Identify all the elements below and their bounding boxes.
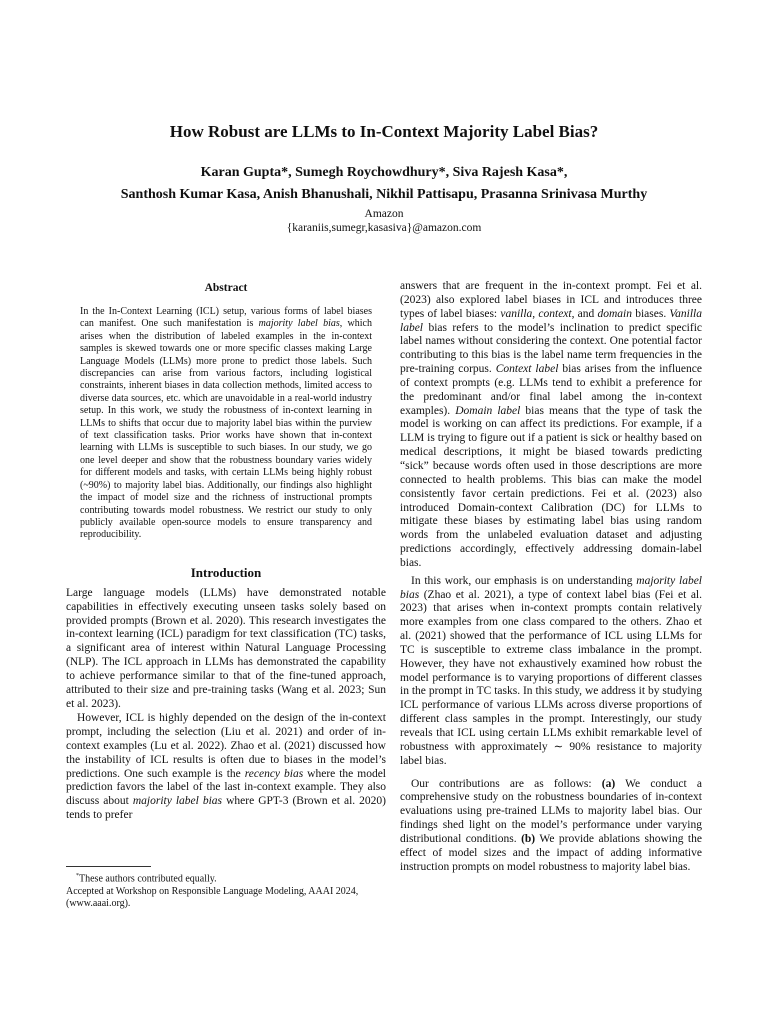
- right-text-part: answers that are frequent in the in-context prompt. Fei et al. (2023) also explored label biases in ICL and introduces three types of label biases:: [400, 280, 702, 320]
- affiliation-block: [0, 207, 768, 235]
- author-list: [0, 162, 768, 206]
- paper-title: How Robust are LLMs to In-Context Majority Label Bias?: [169, 122, 599, 141]
- right-text-part: In this work, our emphasis is on understanding: [411, 574, 637, 587]
- intro-text-part: However, ICL is highly depended on the design of the in-context prompt, including the selection (Liu et al. 2021) and order of in-context examples (Lu et al. 2022). Zhao et al. (2021) discussed how the instability of ICL results is often due to biases in the model’s predictions. One such example is the: [66, 711, 386, 780]
- abstract-emphasis: majority label bias: [258, 318, 340, 330]
- left-column: [66, 280, 386, 823]
- right-paragraph-3: [400, 778, 702, 875]
- right-text-part: (Zhao et al. 2021), a type of context label bias (Fei et al. 2023) that arises when in-context prompts contain relatively more examples from one class compared to the others. Zhao et al. (2021) showed that the performance of ICL using LLMs for TC is susceptible to extreme class imbalance in the prompt. However, they have not exhaustively examined how robust the model performance is to varying proportions of different classes in the prompt in TC tasks. In this study, we address it by studying ICL performance of various LLMs across diverse proportions of different class samples in the prompt. Interestingly, our study reveals that ICL using certain LLMs exhibit remarkable level of robustness with approximately ∼ 90% resistance to majority label bias.: [400, 588, 702, 767]
- affiliation: Amazon: [364, 208, 404, 220]
- right-emphasis: Vanilla label: [400, 307, 702, 334]
- authors-line-2: Santhosh Kumar Kasa, Anish Bhanushali, Nikhil Pattisapu, Prasanna Srinivasa Murthy: [120, 187, 648, 202]
- authors-line-1: Karan Gupta*, Sumegh Roychowdhury*, Siva Rajesh Kasa*,: [200, 165, 568, 180]
- intro-emphasis-majority: majority label bias: [132, 795, 223, 808]
- right-text-part: bias means that the type of task the model is working on can affect its predictions. For example, if a LLM is trying to figure out if a patient is sick or healthy based on medical descriptions, it might be biased towards predicting “sick” because words often used in those descriptions are more connected to health problems. This bias can make the model consistently favor certain predictions. Fei et al. (2023) also introduced Domain-context Calibration (DC) for LLMs to mitigate these biases by estimating label bias using random words from the unlabeled evaluation dataset and adjusting predictions accordingly, effectively addressing domain-label bias.: [400, 404, 702, 569]
- right-paragraph-2: [400, 575, 702, 769]
- right-text-part: We conduct a comprehensive study on the robustness boundaries of in-context evaluations using pre-trained LLMs to majority label bias. Our findings shed light on the model’s performance under varying distributional conditions.: [400, 777, 702, 845]
- right-emphasis: Context label: [495, 363, 559, 376]
- right-emphasis: domain: [597, 307, 632, 320]
- abstract-text-part: In the In-Context Learning (ICL) setup, various forms of label biases can manifest. One such manifestation is: [80, 306, 372, 330]
- abstract-text: [80, 306, 372, 542]
- right-column: [400, 280, 702, 874]
- intro-paragraph-1: Large language models (LLMs) have demonstrated notable capabilities in effectively executing unseen tasks solely based on provided prompts (Brown et al. 2020). This research investigates the in-context learning (ICL) paradigm for text classification (TC) tasks, a significant area of interest within Natural Language Processing (NLP). The ICL approach in LLMs has demonstrated the capability to achieve performance similar to that of the fine-tuned approach, attributed to their size and pre-training tasks (Wang et al. 2023; Sun et al. 2023).: [66, 586, 386, 710]
- right-emphasis: vanilla: [500, 307, 533, 320]
- right-emphasis: Domain label: [455, 404, 521, 417]
- intro-emphasis-recency: recency bias: [244, 767, 304, 780]
- right-text-part: , and: [571, 307, 598, 320]
- author-emails: {karaniis,sumegr,kasasiva}@amazon.com: [286, 222, 482, 234]
- contribution-marker-b: (b): [521, 832, 536, 845]
- right-text-part: bias refers to the model’s inclination to predict specific label names without considering the context. One potential factor contributing to this bias is the label name term frequencies in the pre-training corpus.: [400, 321, 702, 376]
- footnote-acceptance: Accepted at Workshop on Responsible Language Modeling, AAAI 2024, (www.aaai.org).: [66, 885, 359, 910]
- right-emphasis: majority label bias: [400, 574, 702, 601]
- right-text-part: bias arises from the influence of context prompts (e.g. LLMs tend to exhibit a preference for the predominant and/or final label among the in-context examples).: [400, 363, 702, 417]
- footnote-mark: *: [76, 873, 79, 879]
- abstract-heading: Abstract: [204, 282, 248, 294]
- footnote-text: These authors contributed equally.: [79, 873, 217, 885]
- right-text-part: biases.: [632, 307, 670, 320]
- right-text-part: ,: [532, 307, 539, 320]
- right-emphasis: context: [538, 307, 572, 320]
- intro-text-part: where GPT-3 (Brown et al. 2020) tends to prefer: [66, 795, 387, 822]
- footnotes: [66, 870, 386, 911]
- intro-paragraph-2: [66, 712, 386, 823]
- right-text-part: We provide ablations showing the effect of model sizes and the impact of adding informative instruction prompts on model robustness to majority label bias.: [400, 832, 702, 873]
- introduction-heading: Introduction: [190, 564, 262, 580]
- footnote-equal-contribution: [66, 870, 386, 886]
- footnote-divider: [66, 866, 151, 867]
- abstract-text-part: , which arises when the distribution of labeled examples in the in-context samples is skewed towards one or more specific classes making Large Language Models (LLMs) more prone to predict those labels. Such discrepancies can arise from various factors, including logistical constraints, inherent biases in data collection methods, limited access to diverse data sources, etc. which are unavoidable in a real-world industry setup. In this work, we study the robustness of in-context learning in LLMs to shifts that occur due to majority label bias within the purview of text classification tasks. Prior works have shown that in-context learning with LLMs is susceptible to such biases. In our study, we go one level deeper and show that the robustness boundary varies widely for different models and tasks, with certain LLMs being highly robust (~90%) to majority label bias. Additionally, our findings also highlight the impact of model size and the richness of instructional prompts contributing towards model robustness. We restrict our study to only publicly available open-source models to ensure transparency and reproducibility.: [80, 318, 372, 541]
- right-paragraph-1: [400, 280, 702, 571]
- intro-text-part: where the model prediction favors the label of the last in-context example. They also discuss about: [66, 767, 386, 808]
- right-text-part: Our contributions are as follows:: [411, 777, 602, 790]
- contribution-marker-a: (a): [601, 777, 616, 790]
